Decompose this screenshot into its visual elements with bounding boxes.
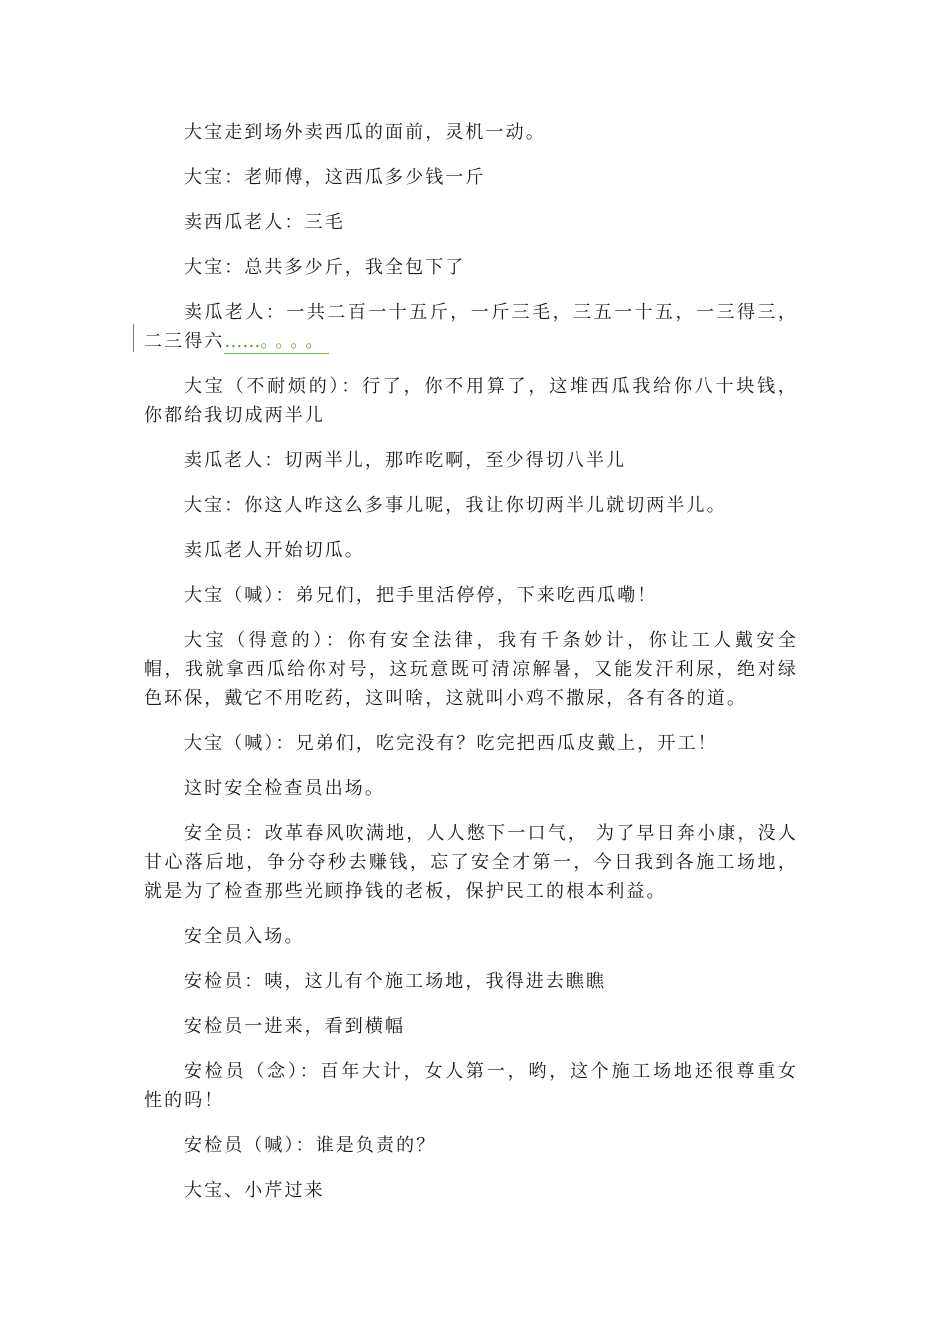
- paragraph: 大宝（喊）：弟兄们，把手里活停停，下来吃西瓜嘞！: [184, 585, 658, 606]
- paragraph: 这时安全检查员出场。: [184, 778, 385, 799]
- paragraph: 大宝走到场外卖西瓜的面前，灵机一动。: [184, 122, 546, 143]
- paragraph-text: 卖瓜老人：一共二百一十五斤，一斤三毛，三五一十五，一三得三，二三得六: [144, 302, 798, 352]
- document-body: [144, 118, 798, 1221]
- change-bar: [133, 324, 134, 352]
- ellipsis-dots: ……: [224, 331, 261, 352]
- paragraph: 大宝、小芹过来: [184, 1180, 325, 1201]
- paragraph: 大宝：老师傅，这西瓜多少钱一斤: [184, 167, 486, 188]
- paragraph: 大宝（得意的）：你有安全法律，我有千条妙计，你让工人戴安全帽，我就拿西瓜给你对号，这玩意既可清凉解暑，又能发汗利尿，绝对绿色环保，戴它不用吃药，这叫啥，这就叫小鸡不撒尿，各有各的道。: [144, 630, 798, 709]
- paragraph: 卖瓜老人开始切瓜。: [184, 540, 365, 561]
- grammar-squiggle: [224, 331, 329, 354]
- paragraph: 安全员：改革春风吹满地，人人憋下一口气， 为了早日奔小康，没人甘心落后地，争分夺秒去赚钱，忘了安全才第一，今日我到各施工场地，就是为了检查那些光顾挣钱的老板，保护民工的根本利益。: [144, 823, 798, 902]
- paragraph: 大宝：你这人咋这么多事儿呢，我让你切两半儿就切两半儿。: [184, 495, 727, 516]
- paragraph: 大宝（不耐烦的）：行了，你不用算了，这堆西瓜我给你八十块钱，你都给我切成两半儿: [144, 376, 798, 426]
- period-marks: 。。。。: [260, 331, 330, 352]
- paragraph: 安检员一进来，看到横幅: [184, 1016, 406, 1037]
- paragraph: 安检员（念）：百年大计，女人第一，哟，这个施工场地还很尊重女性的吗！: [144, 1061, 798, 1111]
- paragraph: 安检员（喊）：谁是负责的？: [184, 1135, 437, 1156]
- paragraph: 安全员入场。: [184, 926, 305, 947]
- paragraph: 卖西瓜老人：三毛: [184, 212, 345, 233]
- paragraph: 大宝（喊）：兄弟们，吃完没有？吃完把西瓜皮戴上，开工！: [184, 733, 718, 754]
- paragraph: 卖瓜老人：切两半儿，那咋吃啊，至少得切八半儿: [184, 450, 627, 471]
- paragraph: 大宝：总共多少斤，我全包下了: [184, 257, 466, 278]
- paragraph: [144, 298, 798, 356]
- paragraph: 安检员：咦，这儿有个施工场地，我得进去瞧瞧: [184, 971, 607, 992]
